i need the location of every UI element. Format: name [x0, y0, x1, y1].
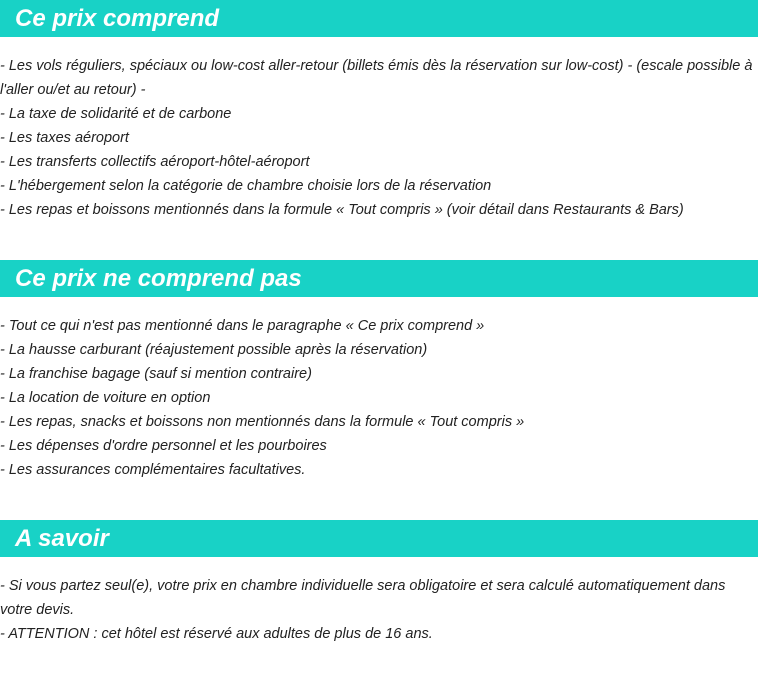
- list-item: - Tout ce qui n'est pas mentionné dans le paragraphe « Ce prix comprend »: [0, 318, 485, 334]
- list-item: - La franchise bagage (sauf si mention contraire): [0, 366, 312, 382]
- section-price-includes: [0, 0, 758, 222]
- section-title: Ce prix comprend: [15, 4, 220, 32]
- section-good-to-know: [0, 520, 758, 646]
- section-header: [0, 0, 758, 37]
- included-list: [0, 37, 758, 222]
- list-item: - Les dépenses d'ordre personnel et les pourboires: [0, 438, 327, 454]
- section-header: [0, 520, 758, 557]
- spacer: [0, 482, 758, 520]
- list-item: - ATTENTION : cet hôtel est réservé aux adultes de plus de 16 ans.: [0, 626, 433, 642]
- list-item: - La taxe de solidarité et de carbone: [0, 106, 232, 122]
- spacer: [0, 222, 758, 260]
- list-item: - Les repas et boissons mentionnés dans la formule « Tout compris » (voir détail dans Restaurants & Bars): [0, 202, 684, 218]
- list-item: - Les transferts collectifs aéroport-hôtel-aéroport: [0, 154, 310, 170]
- list-item: - La location de voiture en option: [0, 390, 211, 406]
- info-list: [0, 557, 758, 646]
- list-item: - Les taxes aéroport: [0, 130, 129, 146]
- section-header: [0, 260, 758, 297]
- list-item: - L'hébergement selon la catégorie de chambre choisie lors de la réservation: [0, 178, 492, 194]
- list-item: - Les repas, snacks et boissons non mentionnés dans la formule « Tout compris »: [0, 414, 525, 430]
- section-price-excludes: [0, 260, 758, 482]
- section-title: Ce prix ne comprend pas: [15, 264, 302, 292]
- section-title: A savoir: [15, 524, 109, 552]
- list-item: - Si vous partez seul(e), votre prix en chambre individuelle sera obligatoire et sera calculé automatiquement dans votre devis.: [0, 578, 726, 618]
- list-item: - Les assurances complémentaires facultatives.: [0, 462, 306, 478]
- excluded-list: [0, 297, 758, 482]
- list-item: - Les vols réguliers, spéciaux ou low-cost aller-retour (billets émis dès la réservation sur low-cost) - (escale possible à l'aller ou/et au retour) -: [0, 58, 753, 98]
- list-item: - La hausse carburant (réajustement possible après la réservation): [0, 342, 428, 358]
